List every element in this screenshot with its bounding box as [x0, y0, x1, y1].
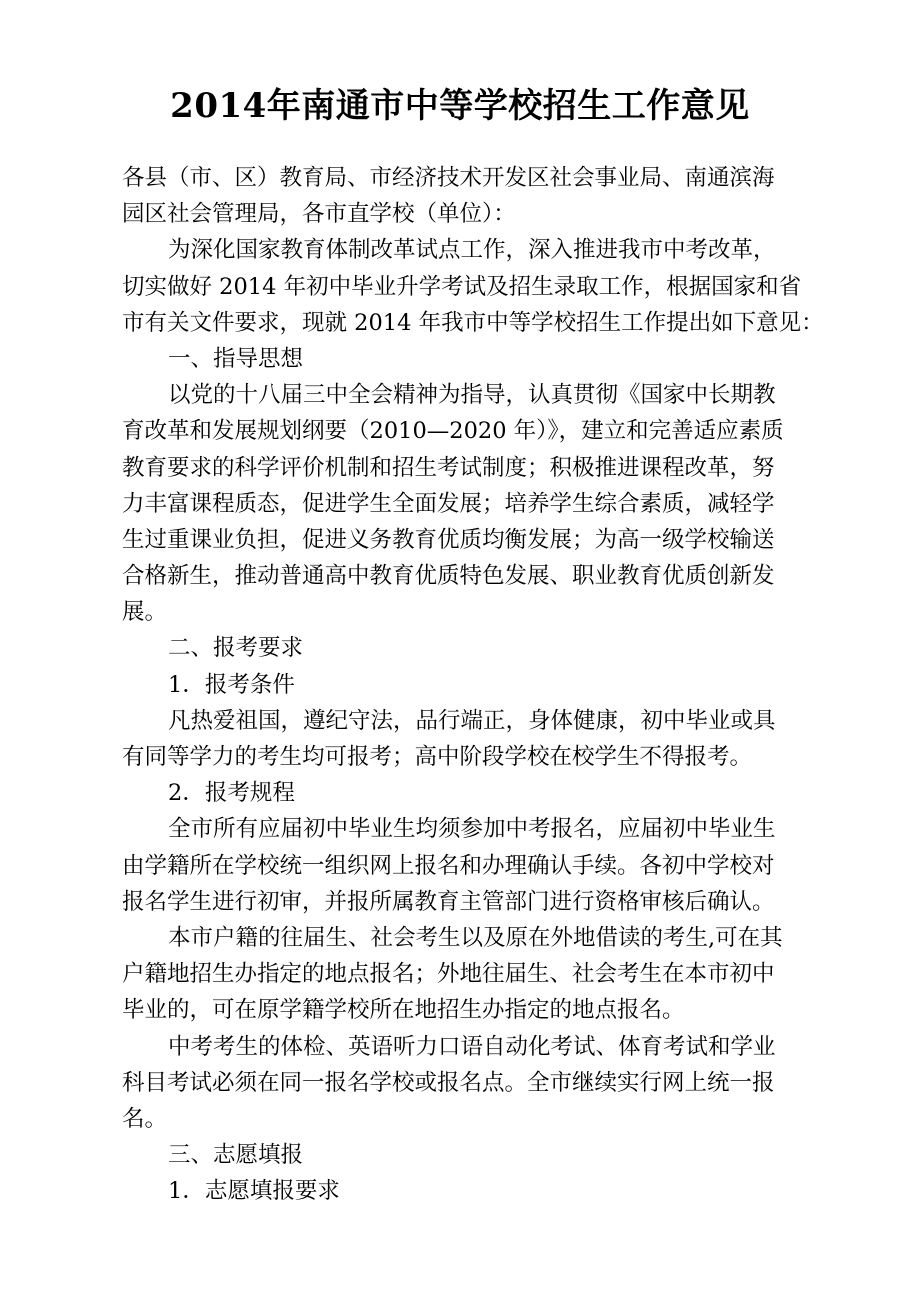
document-body [122, 160, 824, 1209]
paragraph-line: 切实做好 2014 年初中毕业升学考试及招生录取工作，根据国家和省 [122, 273, 802, 300]
paragraph-line: 力丰富课程质态，促进学生全面发展；培养学生综合素质，减轻学 [122, 490, 775, 517]
paragraph-line: 市有关文件要求，现就 2014 年我市中等学校招生工作提出如下意见： [122, 309, 824, 336]
paragraph-line: 名。 [122, 1105, 168, 1132]
paragraph-line: 各县（市、区）教育局、市经济技术开发区社会事业局、南通滨海 [122, 165, 775, 191]
paragraph-line: 一、指导思想 [168, 345, 304, 372]
paragraph-line: 合格新生，推动普通高中教育优质特色发展、职业教育优质创新发 [122, 563, 775, 590]
paragraph-line: 三、志愿填报 [168, 1142, 304, 1169]
paragraph-line: 生过重课业负担，促进义务教育优质均衡发展；为高一级学校输送 [122, 526, 775, 553]
document-title: 2014年南通市中等学校招生工作意见 [170, 86, 750, 126]
paragraph-line: 园区社会管理局，各市直学校（单位）： [122, 201, 516, 228]
paragraph-line: 凡热爱祖国，遵纪守法，品行端正，身体健康，初中毕业或具 [168, 707, 776, 734]
paragraph-line: 为深化国家教育体制改革试点工作，深入推进我市中考改革， [168, 237, 776, 264]
paragraph-line: 育改革和发展规划纲要（2010—2020 年）》，建立和完善适应素质 [122, 418, 784, 445]
paragraph-line: 中考考生的体检、英语听力口语自动化考试、体育考试和学业 [168, 1033, 776, 1060]
paragraph-line: 由学籍所在学校统一组织网上报名和办理确认手续。各初中学校对 [122, 852, 775, 879]
paragraph-line: 二、报考要求 [168, 635, 304, 662]
paragraph-line: 2．报考规程 [168, 780, 295, 807]
paragraph-line: 有同等学力的考生均可报考；高中阶段学校在校学生不得报考。 [122, 744, 753, 770]
paragraph-line: 全市所有应届初中毕业生均须参加中考报名，应届初中毕业生 [168, 816, 776, 843]
paragraph-line: 科目考试必须在同一报名学校或报名点。全市继续实行网上统一报 [122, 1069, 775, 1096]
paragraph-line: 本市户籍的往届生、社会考生以及原在外地借读的考生,可在其 [168, 924, 783, 951]
paragraph-line: 1．志愿填报要求 [168, 1178, 340, 1205]
paragraph-line: 户籍地招生办指定的地点报名；外地往届生、社会考生在本市初中 [122, 961, 775, 988]
paragraph-line: 以党的十八届三中全会精神为指导，认真贯彻《国家中长期教 [168, 382, 776, 409]
paragraph-line: 教育要求的科学评价机制和招生考试制度；积极推进课程改革，努 [122, 454, 775, 481]
paragraph-line: 毕业的，可在原学籍学校所在地招生办指定的地点报名。 [122, 997, 685, 1024]
paragraph-line: 展。 [122, 599, 168, 626]
paragraph-line: 报名学生进行初审，并报所属教育主管部门进行资格审核后确认。 [122, 888, 775, 915]
paragraph-line: 1．报考条件 [168, 671, 295, 698]
